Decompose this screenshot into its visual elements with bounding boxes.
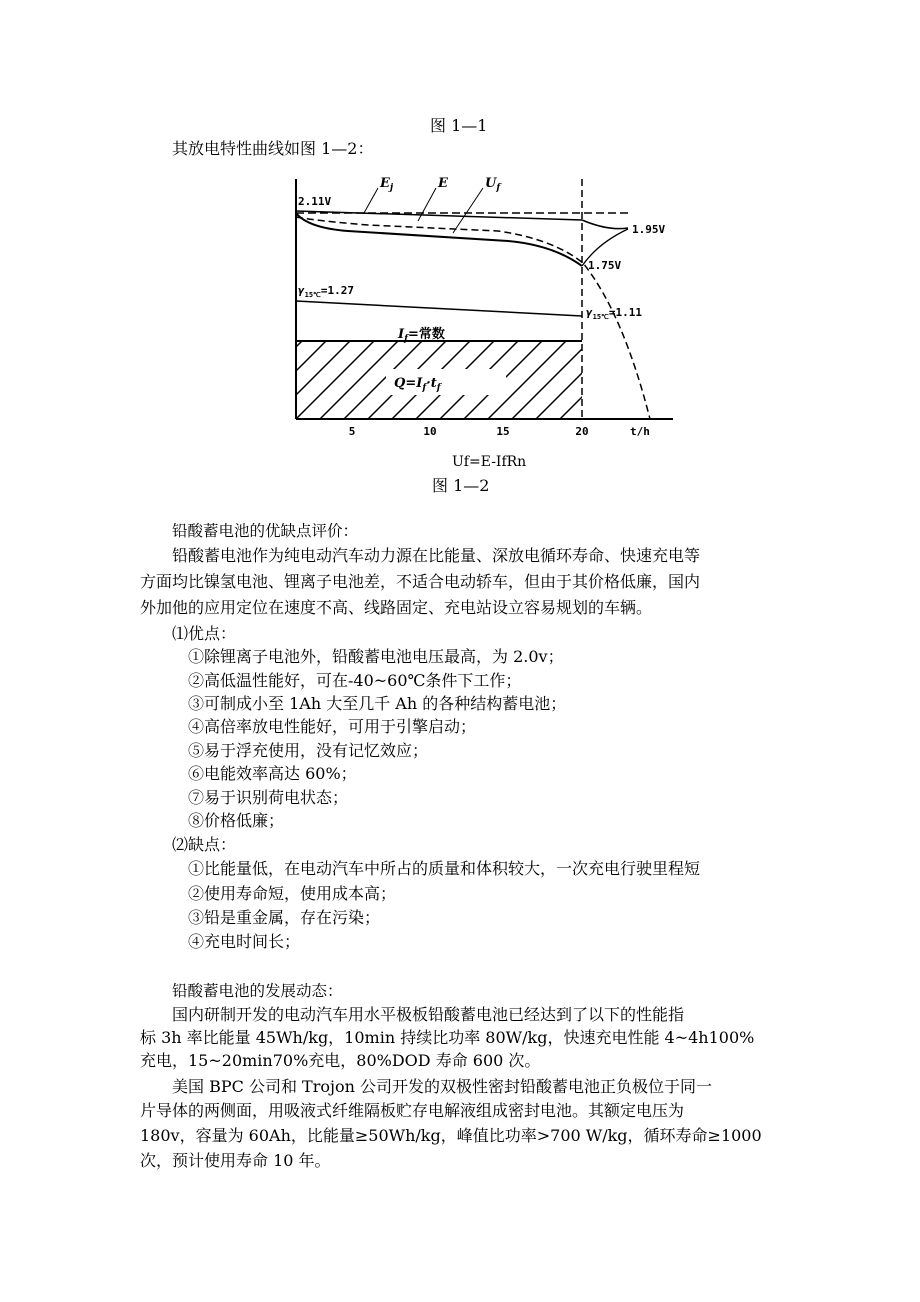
- tick-5: 5: [348, 425, 356, 438]
- discharge-characteristic-figure: [278, 173, 680, 441]
- cons-title: ⑵缺点：: [172, 835, 237, 854]
- pros-item: ③可制成小至 1Ah 大至几千 Ah 的各种结构蓄电池；: [188, 694, 567, 713]
- figure-2-caption: 图 1—2: [432, 476, 490, 495]
- section1-para-line: 铅酸蓄电池作为纯电动汽车动力源在比能量、深放电循环寿命、快速充电等: [172, 546, 701, 565]
- label-if-const: $I_f=$常数: [398, 327, 445, 344]
- tick-10: 10: [423, 425, 437, 438]
- pros-item: ①除锂离子电池外，铅酸蓄电池电压最高，为 2.0v；: [188, 647, 564, 666]
- figure-1-caption: 图 1—1: [430, 116, 488, 135]
- section1-para-line: 外加他的应用定位在速度不高、线路固定、充电站设立容易规划的车辆。: [140, 598, 653, 617]
- section2-para2-line: 次，预计使用寿命 10 年。: [140, 1151, 331, 1170]
- label-ej: $E_j$: [380, 176, 394, 193]
- pros-title: ⑴优点：: [172, 624, 237, 643]
- pros-item: ⑤易于浮充使用，没有记忆效应；: [188, 741, 429, 760]
- pros-item: ⑥电能效率高达 60%；: [188, 764, 357, 783]
- label-q-formula: $Q=I_f\cdot t_f$: [394, 376, 441, 393]
- label-e: E: [438, 176, 448, 191]
- section2-title: 铅酸蓄电池的发展动态：: [172, 982, 343, 1000]
- cons-item: ①比能量低，在电动汽车中所占的质量和体积较大，一次充电行驶里程短: [188, 859, 701, 878]
- section2-para1-line: 国内研制开发的电动汽车用水平极板铅酸蓄电池已经达到了以下的性能指: [172, 1005, 685, 1024]
- label-1-95v: 1.95V: [632, 223, 666, 236]
- section2-para2-line: 美国 BPC 公司和 Trojon 公司开发的双极性密封铅酸蓄电池正负极位于同一: [172, 1077, 712, 1096]
- label-2-11v: 2.11V: [298, 195, 332, 208]
- section2-para1-line: 标 3h 率比能量 45Wh/kg，10min 持续比功率 80W/kg，快速充电性能 4~4h100%: [140, 1028, 755, 1047]
- time-axis-label: t/h: [630, 425, 650, 438]
- section1-para-line: 方面均比镍氢电池、锂离子电池差，不适合电动轿车，但由于其价格低廉，国内: [140, 572, 701, 591]
- pros-item: ④高倍率放电性能好，可用于引擎启动；: [188, 717, 477, 736]
- section2-para1-line: 充电，15~20min70%充电，80%DOD 寿命 600 次。: [140, 1051, 541, 1070]
- pros-item: ②高低温性能好，可在-40~60℃条件下工作；: [188, 671, 522, 690]
- cons-item: ④充电时间长；: [188, 932, 301, 951]
- label-gamma-start: $\gamma_{15℃}=1.27$: [298, 284, 355, 299]
- tick-15: 15: [496, 425, 510, 438]
- section2-para2-line: 片导体的两侧面，用吸液式纤维隔板贮存电解液组成密封电池。其额定电压为: [140, 1101, 685, 1120]
- section1-title: 铅酸蓄电池的优缺点评价：: [172, 522, 359, 540]
- label-gamma-end: $\gamma_{15℃}=1.11$: [586, 306, 643, 321]
- cons-item: ②使用寿命短，使用成本高；: [188, 884, 397, 903]
- label-1-75v: 1.75V: [588, 259, 622, 272]
- section2-para2-line: 180v，容量为 60Ah，比能量≥50Wh/kg，峰值比功率>700 W/kg，循环寿命≥1000: [140, 1126, 762, 1145]
- formula: Uf=E-IfRn: [452, 454, 527, 470]
- cons-item: ③铅是重金属，存在污染；: [188, 908, 381, 927]
- pros-item: ⑦易于识别荷电状态；: [188, 788, 349, 807]
- tick-20: 20: [575, 425, 589, 438]
- intro-text: 其放电特性曲线如图 1—2：: [172, 139, 374, 158]
- pros-item: ⑧价格低廉；: [188, 811, 285, 830]
- label-uf: $U_f$: [485, 176, 501, 193]
